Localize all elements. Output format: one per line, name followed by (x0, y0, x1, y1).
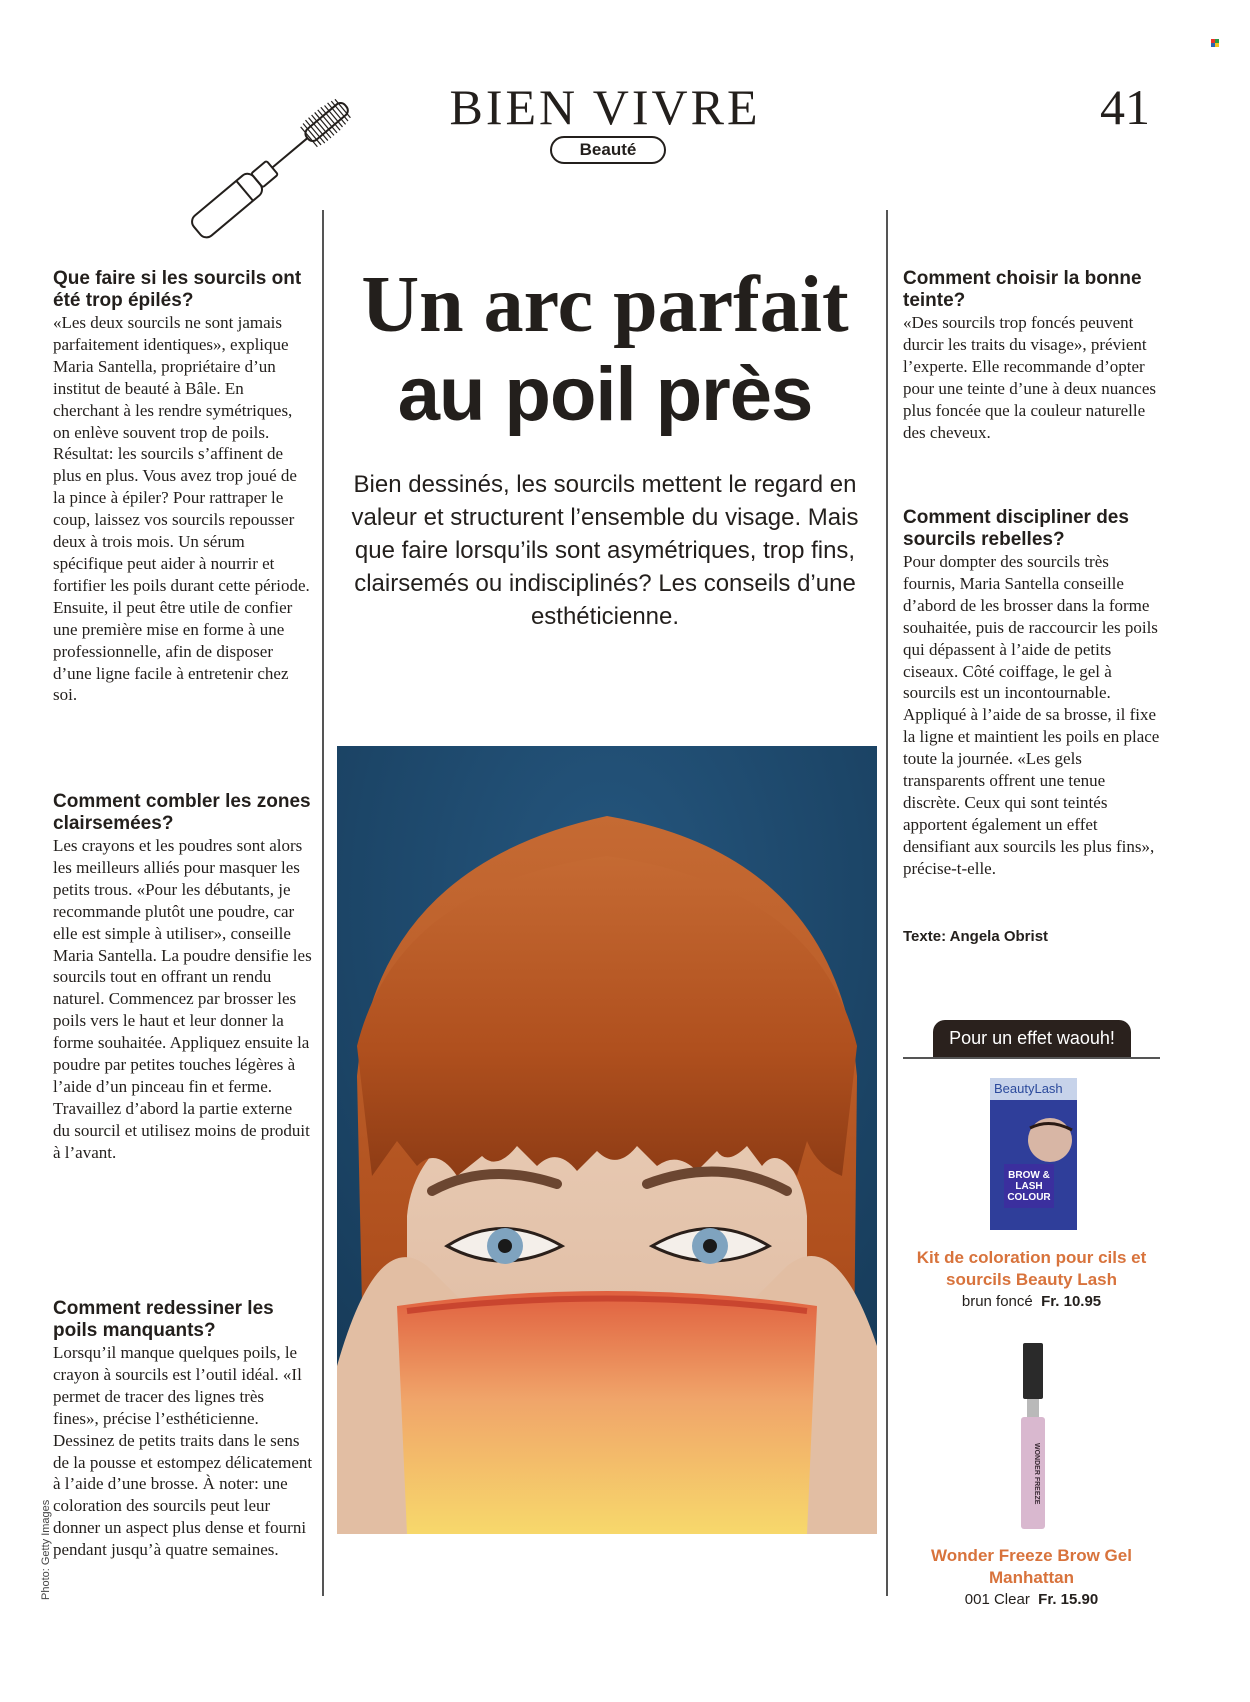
section-title: BIEN VIVRE (449, 79, 761, 135)
left-column-2 (53, 791, 313, 1164)
product-price: Fr. 15.90 (1038, 1591, 1099, 1608)
left-column (53, 268, 313, 706)
product-variant: brun foncé (961, 1293, 1033, 1310)
left-column-3 (53, 1298, 313, 1561)
lead-paragraph: Bien dessinés, les sourcils mettent le regard en valeur et structurent l’ensemble du visage. Mais que faire lorsqu’ils sont asymétriques, trop fins, clairsemés ou indisciplinés? Les conseils d’une esthéticienne. (351, 471, 859, 630)
right-column-2 (903, 507, 1161, 880)
question-heading: Que faire si les sourcils ont été trop épilés? (53, 268, 302, 311)
product-package-brand: BeautyLash (994, 1081, 1063, 1096)
product-price-line (903, 1591, 1160, 1608)
headline-line-2: au poil près (397, 352, 813, 437)
question-heading: Comment choisir la bonne teinte? (903, 268, 1142, 311)
mascara-wand-icon (168, 92, 378, 247)
question-heading: Comment redessiner les poils manquants? (53, 1298, 274, 1341)
answer-text: Les crayons et les poudres sont alors les meilleurs alliés pour masquer les petits trous. «Pour les débutants, je recommande plutôt une poudre, car elle est simple à utiliser», conseille Maria Santella. La poudre densifie les sourcils tout en offrant un rendu naturel. Commencez par brosser les poils vers le haut et leur donner la forme souhaitée. Appliquez ensuite la poudre par petites touches légères à l’aide d’un pinceau fin et ferme. Travaillez d’abord la partie externe du sourcil et utilisez moins de produit à l’avant. (53, 836, 312, 1162)
product-box-tab: Pour un effet waouh! (933, 1020, 1131, 1057)
product-price-line (903, 1293, 1160, 1310)
product-name: Kit de coloration pour cils et sourcils Beauty Lash (916, 1248, 1147, 1289)
answer-text: «Des sourcils trop foncés peuvent durcir les traits du visage», prévient l’experte. Elle recommande d’opter pour une teinte d’une à deux nuances plus foncée que la couleur naturelle des cheveux. (903, 313, 1157, 442)
section-badge: Beauté (550, 136, 666, 164)
color-marks-icon (1211, 34, 1219, 42)
column-divider-left (322, 210, 324, 1596)
answer-text: Lorsqu’il manque quelques poils, le crayon à sourcils est l’outil idéal. «Il permet de tracer des lignes très fines», précise l’esthéticienne. Dessinez de petits traits dans le sens de la pousse et estompez délicatement à l’aide d’une brosse. À noter: une coloration des sourcils peut leur donner un aspect plus dense et fourni pendant jusqu’à quatre semaines. (53, 1343, 313, 1560)
photo-credit: Photo: Getty Images (40, 1499, 52, 1600)
answer-text: «Les deux sourcils ne sont jamais parfaitement identiques», explique Maria Santella, propriétaire d’un institut de beauté à Bâle. En cherchant à les rendre symétriques, on enlève souvent trop de poils. Résultat: les sourcils s’affinent de plus en plus. Vous avez trop joué de la pince à épiler? Pour rattraper le coup, laissez vos sourcils repousser deux à trois mois. Un sérum spécifique peut aider à nourrir et fortifier les poils durant cette période. Ensuite, il peut être utile de confier une première mise en forme à une professionnelle, afin de disposer d’une ligne facile à entretenir chez soi. (53, 313, 310, 705)
product-image-beauty-lash (990, 1078, 1077, 1230)
column-divider-right (886, 210, 888, 1596)
right-column (903, 268, 1161, 443)
answer-text: Pour dompter des sourcils très fournis, Maria Santella conseille d’abord de les brosser dans la forme souhaitée, puis de raccourcir les poils qui dépassent à l’aide de petits ciseaux. Côté coiffage, le gel à sourcils est un incontournable. Appliqué à l’aide de sa brosse, il fixe la ligne et maintient les poils en place toute la journée. «Les gels transparents offrent une tenue discrète. Ceux qui sont teintés apportent également un effet densifiant aux sourcils les plus fins», précise-t-elle. (903, 552, 1160, 878)
headline-line-1: Un arc parfait (361, 261, 849, 349)
product-package-label: WONDER FREEZE (1033, 1443, 1040, 1505)
page-number: 41 (1100, 79, 1150, 135)
product-variant: 001 Clear (964, 1591, 1030, 1608)
product-package-label: BROW & LASH COLOUR (1007, 1170, 1051, 1203)
product-price: Fr. 10.95 (1041, 1293, 1102, 1310)
question-heading: Comment combler les zones clairsemées? (53, 791, 311, 834)
product-box-rule (903, 1057, 1160, 1059)
question-heading: Comment discipliner des sourcils rebelles? (903, 507, 1129, 550)
product-image-brow-gel (1018, 1343, 1048, 1533)
author-credit: Texte: Angela Obrist (903, 928, 1049, 945)
product-name: Wonder Freeze Brow Gel Manhattan (931, 1546, 1132, 1587)
portrait-photo (337, 746, 877, 1534)
